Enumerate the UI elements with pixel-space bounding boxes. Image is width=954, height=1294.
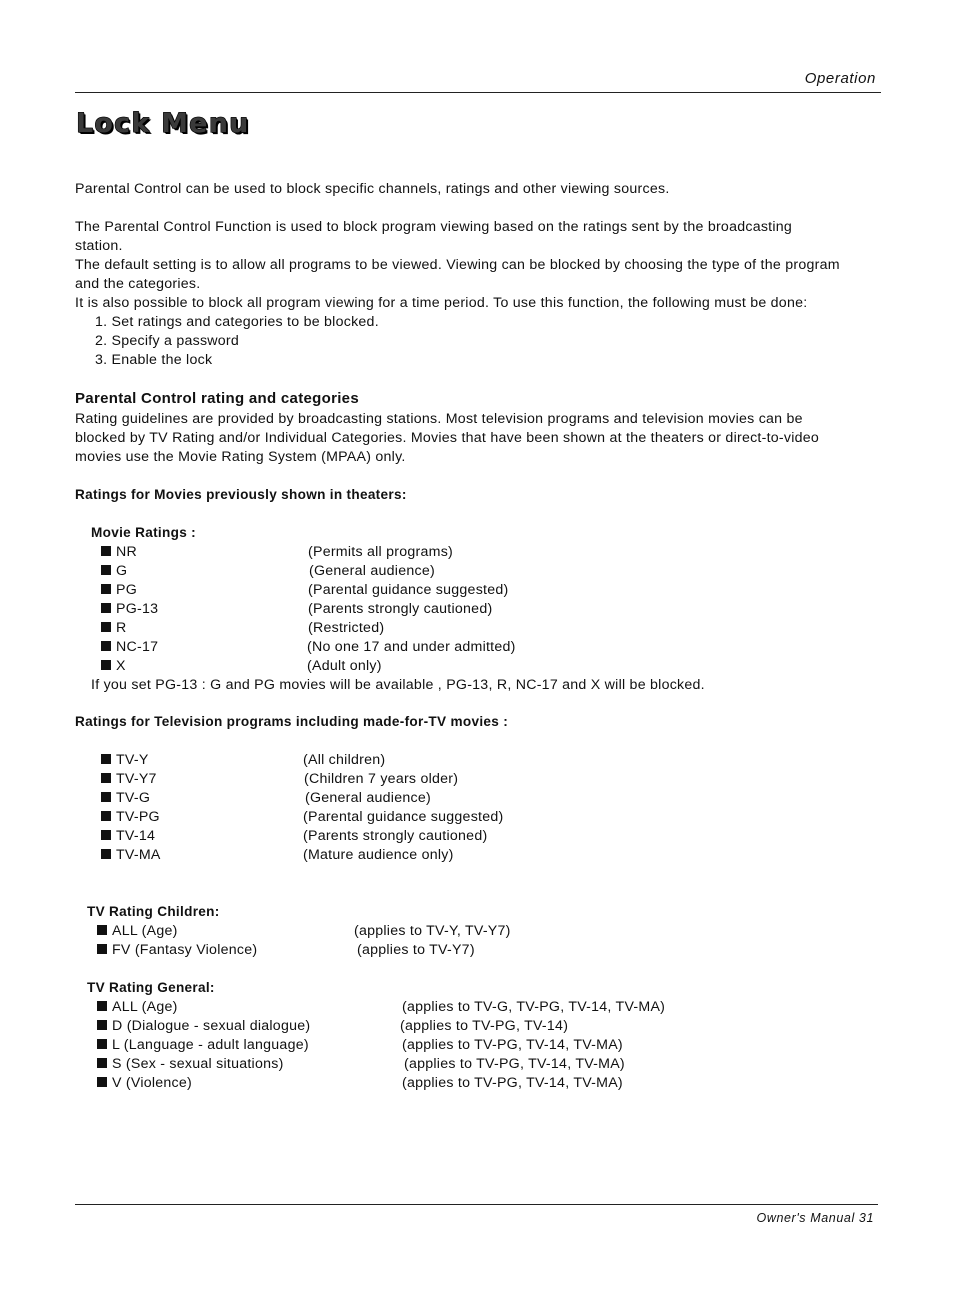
square-bullet-icon [97, 1020, 107, 1030]
square-bullet-icon [97, 1058, 107, 1068]
square-bullet-icon [101, 792, 111, 802]
parental-text-line-2: blocked by TV Rating and/or Individual Categories. Movies that have been shown at the theaters or direct-to-video [75, 430, 820, 446]
movies-heading: Ratings for Movies previously shown in theaters: [75, 487, 407, 502]
tv-ratings-heading: Ratings for Television programs including made-for-TV movies : [75, 714, 509, 729]
header-divider [75, 92, 881, 93]
tv-rating-code: TV-G [101, 790, 150, 806]
square-bullet-icon [101, 603, 111, 613]
movie-rating-code: R [101, 620, 127, 636]
tv-rating-desc: (Parental guidance suggested) [303, 809, 504, 825]
square-bullet-icon [97, 1001, 107, 1011]
intro-paragraph-2-line-2: station. [75, 238, 123, 254]
page-footer: Owner's Manual 31 [756, 1211, 874, 1225]
general-rating-desc: (applies to TV-PG, TV-14) [400, 1018, 569, 1034]
movie-rating-desc: (Parents strongly cautioned) [308, 601, 493, 617]
movie-rating-code: NC-17 [101, 639, 158, 655]
square-bullet-icon [101, 773, 111, 783]
square-bullet-icon [101, 849, 111, 859]
children-rating-code: FV (Fantasy Violence) [97, 942, 257, 958]
movie-rating-code: X [101, 658, 126, 674]
general-heading: TV Rating General: [87, 980, 215, 995]
intro-paragraph-2-line-1: The Parental Control Function is used to block program viewing based on the ratings sent by the broadcasting [75, 219, 793, 235]
general-rating-desc: (applies to TV-G, TV-PG, TV-14, TV-MA) [402, 999, 666, 1015]
general-rating-desc: (applies to TV-PG, TV-14, TV-MA) [404, 1056, 625, 1072]
intro-paragraph-3-line-1: The default setting is to allow all programs to be viewed. Viewing can be blocked by choosing the type of the program [75, 257, 840, 273]
tv-rating-desc: (Parents strongly cautioned) [303, 828, 488, 844]
tv-rating-desc: (Children 7 years older) [304, 771, 459, 787]
children-rating-desc: (applies to TV-Y7) [357, 942, 475, 958]
general-rating-code: D (Dialogue - sexual dialogue) [97, 1018, 310, 1034]
parental-text-line-1: Rating guidelines are provided by broadcasting stations. Most television programs and television movies can be [75, 411, 803, 427]
general-rating-code: V (Violence) [97, 1075, 192, 1091]
parental-text-line-3: movies use the Movie Rating System (MPAA) only. [75, 449, 406, 465]
children-rating-code: ALL (Age) [97, 923, 178, 939]
square-bullet-icon [101, 830, 111, 840]
square-bullet-icon [101, 641, 111, 651]
square-bullet-icon [101, 584, 111, 594]
general-rating-code: L (Language - adult language) [97, 1037, 309, 1053]
square-bullet-icon [97, 944, 107, 954]
square-bullet-icon [101, 754, 111, 764]
square-bullet-icon [97, 925, 107, 935]
tv-rating-code: TV-14 [101, 828, 155, 844]
general-rating-code: ALL (Age) [97, 999, 178, 1015]
movie-rating-desc: (Adult only) [307, 658, 382, 674]
tv-rating-code: TV-Y [101, 752, 149, 768]
children-rating-desc: (applies to TV-Y, TV-Y7) [354, 923, 511, 939]
intro-paragraph-4: It is also possible to block all program viewing for a time period. To use this function, the following must be done: [75, 295, 808, 311]
movie-rating-code: PG-13 [101, 601, 158, 617]
tv-rating-desc: (Mature audience only) [303, 847, 454, 863]
movies-note: If you set PG-13 : G and PG movies will be available , PG-13, R, NC-17 and X will be blocked. [91, 677, 705, 693]
children-heading: TV Rating Children: [87, 904, 220, 919]
movie-rating-code: G [101, 563, 127, 579]
general-rating-code: S (Sex - sexual situations) [97, 1056, 284, 1072]
movie-rating-desc: (General audience) [309, 563, 435, 579]
movie-rating-desc: (Parental guidance suggested) [308, 582, 509, 598]
tv-rating-code: TV-PG [101, 809, 160, 825]
movie-rating-code: NR [101, 544, 137, 560]
square-bullet-icon [101, 811, 111, 821]
tv-rating-code: TV-Y7 [101, 771, 157, 787]
general-rating-desc: (applies to TV-PG, TV-14, TV-MA) [402, 1075, 623, 1091]
step-item: 3. Enable the lock [95, 352, 213, 368]
tv-rating-desc: (General audience) [305, 790, 431, 806]
step-item: 2. Specify a password [95, 333, 240, 349]
movie-rating-desc: (No one 17 and under admitted) [307, 639, 516, 655]
intro-paragraph-1: Parental Control can be used to block specific channels, ratings and other viewing sources. [75, 181, 670, 197]
square-bullet-icon [97, 1077, 107, 1087]
tv-rating-desc: (All children) [303, 752, 386, 768]
tv-rating-code: TV-MA [101, 847, 161, 863]
step-item: 1. Set ratings and categories to be blocked. [95, 314, 379, 330]
square-bullet-icon [101, 660, 111, 670]
footer-divider [75, 1204, 878, 1205]
movie-rating-desc: (Permits all programs) [308, 544, 454, 560]
page-title: Lock Menu [76, 108, 250, 139]
parental-heading: Parental Control rating and categories [75, 390, 359, 407]
square-bullet-icon [101, 565, 111, 575]
square-bullet-icon [101, 622, 111, 632]
movie-rating-desc: (Restricted) [308, 620, 385, 636]
general-rating-desc: (applies to TV-PG, TV-14, TV-MA) [402, 1037, 623, 1053]
movie-rating-code: PG [101, 582, 137, 598]
movie-ratings-subheading: Movie Ratings : [91, 525, 196, 540]
square-bullet-icon [97, 1039, 107, 1049]
intro-paragraph-3-line-2: and the categories. [75, 276, 201, 292]
section-label: Operation [804, 70, 876, 87]
square-bullet-icon [101, 546, 111, 556]
